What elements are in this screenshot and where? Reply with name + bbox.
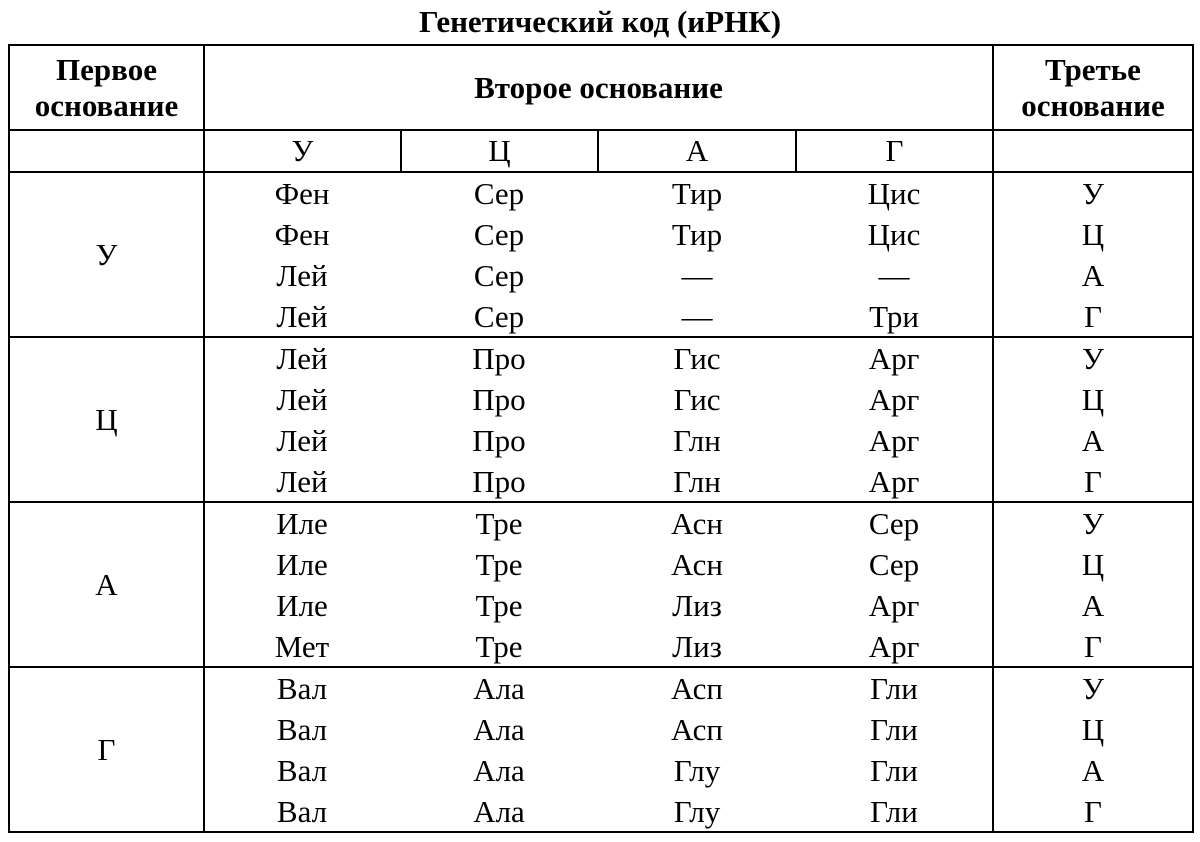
amino-acid-cell: Тир (671, 217, 723, 252)
third-base-label: А (1081, 423, 1105, 458)
amino-acid-cell: Про (472, 341, 526, 376)
third-base-label: У (1082, 341, 1104, 376)
amino-acid-cell: Асн (671, 506, 723, 541)
third-base-label: У (1082, 506, 1104, 541)
first-base-label: У (95, 237, 118, 272)
amino-acid-cell: Асп (671, 712, 723, 747)
amino-acid-cell: Тре (475, 506, 523, 541)
first-base-label: Ц (95, 402, 118, 437)
amino-acid-cell: Фен (274, 176, 330, 211)
third-base-label: Г (1084, 794, 1102, 829)
amino-acid-cell: Ала (473, 712, 525, 747)
table-border-right (1192, 44, 1194, 833)
amino-acid-cell: Тре (475, 547, 523, 582)
first-base-label: Г (97, 732, 116, 767)
page-title: Генетический код (иРНК) (418, 4, 782, 39)
amino-acid-cell: Глу (673, 794, 721, 829)
amino-acid-cell: — (681, 299, 713, 334)
amino-acid-cell: Арг (868, 588, 920, 623)
amino-acid-cell: Глн (673, 464, 721, 499)
amino-acid-cell: Три (869, 299, 919, 334)
amino-acid-cell: Лиз (672, 588, 722, 623)
third-base-label: Ц (1081, 217, 1105, 252)
amino-acid-cell: Вал (276, 712, 328, 747)
amino-acid-cell: Глн (673, 423, 721, 458)
amino-acid-cell: Ала (473, 794, 525, 829)
amino-acid-cell: Про (472, 423, 526, 458)
header-first-base: Первое основание (34, 51, 179, 123)
third-base-label: А (1081, 753, 1105, 788)
amino-acid-cell: Гли (870, 794, 918, 829)
amino-acid-cell: Иле (276, 506, 328, 541)
amino-acid-cell: Сер (473, 299, 525, 334)
amino-acid-cell: Вал (276, 794, 328, 829)
amino-acid-cell: Лей (276, 299, 328, 334)
third-base-label: Г (1084, 464, 1102, 499)
amino-acid-cell: Тре (475, 629, 523, 664)
amino-acid-cell: Глу (673, 753, 721, 788)
second-base-label: Ц (488, 133, 511, 168)
amino-acid-cell: Лей (276, 464, 328, 499)
amino-acid-cell: Лей (276, 341, 328, 376)
second-base-label: А (685, 133, 709, 168)
third-base-label: У (1082, 671, 1104, 706)
third-base-label: Г (1084, 299, 1102, 334)
third-base-label: У (1082, 176, 1104, 211)
third-base-label: Ц (1081, 382, 1105, 417)
third-base-label: Г (1084, 629, 1102, 664)
amino-acid-cell: Сер (473, 258, 525, 293)
amino-acid-cell: Цис (867, 217, 921, 252)
amino-acid-cell: Про (472, 464, 526, 499)
amino-acid-cell: Гли (870, 712, 918, 747)
amino-acid-cell: Мет (274, 629, 330, 664)
header-second-base: Второе основание (474, 69, 723, 105)
amino-acid-cell: Ала (473, 753, 525, 788)
amino-acid-cell: Вал (276, 671, 328, 706)
amino-acid-cell: Фен (274, 217, 330, 252)
amino-acid-cell: Гис (673, 382, 721, 417)
amino-acid-cell: — (878, 258, 910, 293)
third-base-label: Ц (1081, 547, 1105, 582)
amino-acid-cell: Лиз (672, 629, 722, 664)
amino-acid-cell: Арг (868, 341, 920, 376)
amino-acid-cell: Сер (473, 217, 525, 252)
table-rule (992, 44, 994, 833)
amino-acid-cell: Сер (868, 506, 920, 541)
amino-acid-cell: Про (472, 382, 526, 417)
amino-acid-cell: Гис (673, 341, 721, 376)
amino-acid-cell: Тир (671, 176, 723, 211)
amino-acid-cell: Сер (868, 547, 920, 582)
second-base-label: У (291, 133, 314, 168)
second-base-label: Г (885, 133, 904, 168)
third-base-label: А (1081, 258, 1105, 293)
header-third-base: Третье основание (1021, 51, 1165, 123)
amino-acid-cell: Цис (867, 176, 921, 211)
amino-acid-cell: Иле (276, 547, 328, 582)
first-base-label: А (95, 567, 118, 602)
amino-acid-cell: Иле (276, 588, 328, 623)
amino-acid-cell: Вал (276, 753, 328, 788)
third-base-label: Ц (1081, 712, 1105, 747)
amino-acid-cell: Асп (671, 671, 723, 706)
amino-acid-cell: Гли (870, 753, 918, 788)
amino-acid-cell: Сер (473, 176, 525, 211)
amino-acid-cell: Асн (671, 547, 723, 582)
amino-acid-cell: Тре (475, 588, 523, 623)
amino-acid-cell: Арг (868, 464, 920, 499)
amino-acid-cell: Лей (276, 258, 328, 293)
amino-acid-cell: — (681, 258, 713, 293)
amino-acid-cell: Арг (868, 382, 920, 417)
amino-acid-cell: Арг (868, 423, 920, 458)
third-base-label: А (1081, 588, 1105, 623)
amino-acid-cell: Лей (276, 382, 328, 417)
amino-acid-cell: Лей (276, 423, 328, 458)
amino-acid-cell: Ала (473, 671, 525, 706)
amino-acid-cell: Гли (870, 671, 918, 706)
amino-acid-cell: Арг (868, 629, 920, 664)
